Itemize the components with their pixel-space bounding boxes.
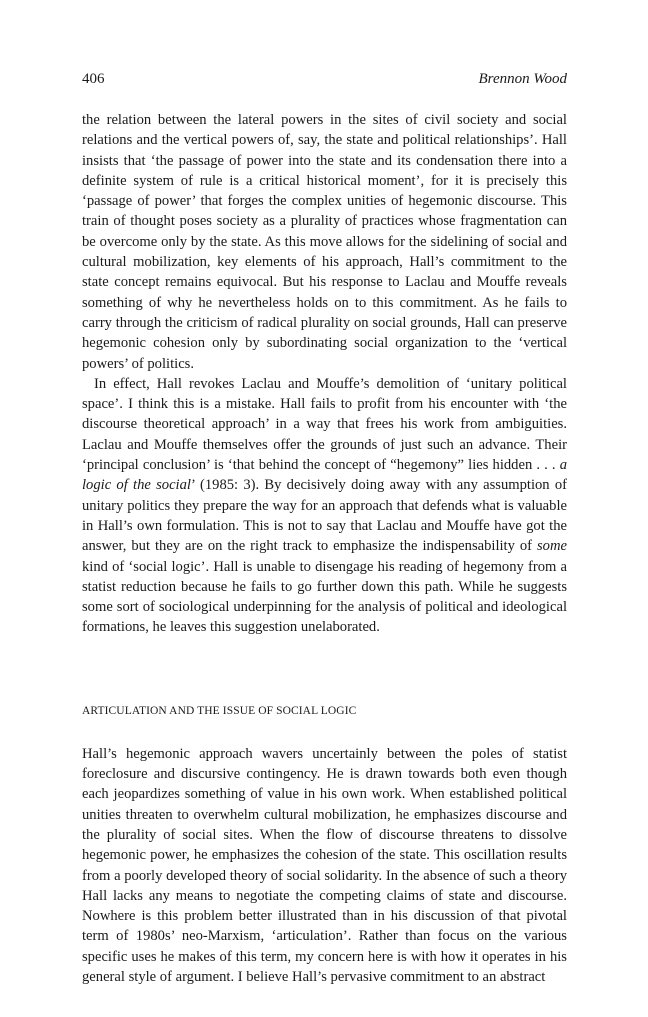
paragraph-2-part-a: In effect, Hall revokes Laclau and Mouffe’s demolition of ‘unitary political space’. I think this is a mistake. Hall fails to profit from his encounter with ‘the discourse theoretical approach’ in a way that frees his work from ambiguities. Laclau and Mouffe themselves offer the grounds of just such an advance. Their ‘principal conclusion’ is ‘that behind the concept of “hegemony” lies hidden . . . [82, 375, 567, 474]
paragraph-2-italic-a: a logic of the social [82, 457, 567, 494]
paragraph-2-part-c: kind of ‘social logic’. Hall is unable to disengage his reading of hegemony from a statist reduction because he fails to go further down this path. While he suggests some sort of sociological underpinning for the analysis of political and ideological formations, he leaves this suggestion unelaborated. [82, 558, 567, 636]
page-number: 406 [82, 71, 105, 87]
book-page [82, 70, 567, 987]
section-paragraph: Hall’s hegemonic approach wavers uncertainly between the poles of statist foreclosure and discursive contingency. He is drawn towards both even though each jeopardizes something of value in his own work. When established political unities threaten to overwhelm cultural mobilization, he emphasizes discourse and the plurality of social sites. When the flow of discourse threatens to dissolve hegemonic power, he emphasizes the cohesion of the state. This oscillation results from a poorly developed theory of social solidarity. In the absence of such a theory Hall lacks any means to negotiate the competing claims of state and discourse. Nowhere is this problem better illustrated than in his discussion of that pivotal term of 1980s’ neo-Marxism, ‘articulation’. Rather than focus on the various specific uses he makes of this term, my concern here is with how it operates in his general style of argument. I believe Hall’s pervasive commitment to an abstract [82, 745, 567, 985]
section-heading: ARTICULATION AND THE ISSUE OF SOCIAL LOGIC [82, 704, 357, 717]
running-head [82, 70, 567, 88]
paragraph-1: the relation between the lateral powers in the sites of civil society and social relations and the vertical powers of, say, the state and political relationships’. Hall insists that ‘the passage of power into the state and its condensation there into a definite system of rule is a critical historical moment’, for it is precisely this ‘passage of power’ that forges the complex unities of hegemonic discourse. This train of thought poses society as a plurality of practices whose fragmentation can be overcome only by the state. As this move allows for the sidelining of social and cultural mobilization, key elements of his approach, Hall’s commitment to the state concept remains equivocal. But his response to Laclau and Mouffe reveals something of why he nevertheless holds on to this commitment. As he fails to carry through the criticism of radical plurality on social grounds, Hall can preserve hegemonic cohesion only by subordinating social organization to the ‘vertical powers’ of politics. [82, 112, 567, 372]
paragraph-2-italic-b: some [537, 538, 567, 555]
running-head-author: Brennon Wood [478, 71, 567, 87]
paragraph-2-part-b: ’ (1985: 3). By decisively doing away with any assumption of unitary politics they prepare the way for an approach that defends what is valuable in Hall’s own formulation. This is not to say that Laclau and Mouffe have got the answer, but they are on the right track to emphasize the indispensability of [82, 477, 567, 555]
paragraph-2 [82, 374, 567, 638]
